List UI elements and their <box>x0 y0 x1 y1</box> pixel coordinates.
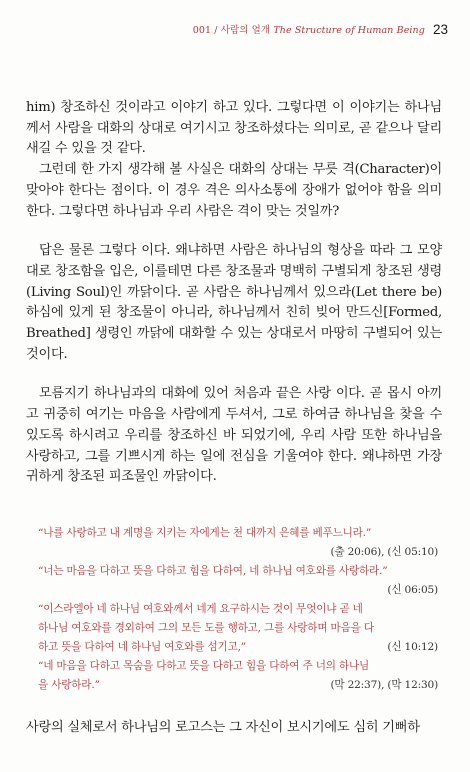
page-number: 23 <box>432 21 448 37</box>
paragraph-3: 답은 물론 그렇다 이다. 왜냐하면 사람은 하나님의 형상을 따라 그 모양대로 창조함을 입은, 이를테면 다른 창조물과 명백히 구별되게 창조된 생령(Living Soul)인 까닭이다. 곧 사람은 하나님께서 있으라(Let there be) 하심에 있게 된 창조물이 아니라, 하나님께서 친히 빚어 만드신[Formed, Breathed] 생령인 까닭에 대화할 수 있는 상대로서 마땅히 구별되어 있는 것이다. <box>26 243 442 362</box>
quote-line <box>38 619 438 638</box>
quote-text: 하나님 여호와를 경외하여 그의 모든 도를 행하고, 그를 사랑하며 마음을 다 <box>38 622 374 634</box>
quote-line <box>38 562 438 581</box>
quote-text: “네 마음을 다하고 목숨을 다하고 뜻을 다하고 힘을 다하여 주 너의 하나님 <box>38 660 370 672</box>
quote-line <box>38 524 438 543</box>
quote-line <box>38 581 438 600</box>
paragraph-1: him) 창조하신 것이라고 이야기 하고 있다. 그렇다면 이 이야기는 하나님께서 사람을 대화의 상대로 여기시고 창조하셨다는 의미로, 곧 같으나 달리 새길 수 있을 것 같다. <box>26 100 442 157</box>
quote-line <box>38 638 438 657</box>
running-header <box>193 19 448 39</box>
scripture-quotes <box>38 524 438 695</box>
body-text <box>26 98 442 488</box>
quote-text: “나를 사랑하고 내 계명을 지키는 자에게는 천 대까지 은혜를 베푸느니라.” <box>38 527 372 539</box>
paragraph-gap <box>26 222 442 241</box>
quote-text: 을 사랑하라.” <box>38 679 100 691</box>
paragraph-4: 모름지기 하나님과의 대화에 있어 처음과 끝은 사랑 이다. 곧 몹시 아끼고 귀중히 여기는 마음을 사람에게 두셔서, 그로 하여금 하나님을 찾을 수 있도록 하시려고 우리를 창조하신 바 되었기에, 우리 사람 또한 하나님을 사랑하고, 그를 기쁘시게 하는 일에 전심을 기울여야 한다. 왜냐하면 가장 귀하게 창조된 피조물인 까닭이다. <box>26 386 442 485</box>
quote-line <box>38 676 438 695</box>
quote-line <box>38 657 438 676</box>
quote-reference: (신 06:05) <box>387 584 438 596</box>
quote-reference: (막 22:37), (막 12:30) <box>330 679 438 691</box>
running-title-english: The Structure of Human Being <box>273 25 425 36</box>
running-title <box>193 22 425 36</box>
running-title-korean: 001 / 사람의 얼개 <box>192 25 271 36</box>
quote-line <box>38 543 438 562</box>
quote-text: “이스라엘아 네 하나님 여호와께서 네게 요구하시는 것이 무엇이냐 곧 네 <box>38 603 363 615</box>
quote-text: 하고 뜻을 다하여 네 하나님 여호와를 섬기고,” <box>38 641 246 653</box>
quote-reference: (출 20:06), (신 05:10) <box>330 546 438 558</box>
quote-line <box>38 600 438 619</box>
closing-line: 사랑의 실체로서 하나님의 로고스는 그 자신이 보시기에도 심히 기뻐하 <box>26 720 420 735</box>
paragraph-gap <box>26 365 442 384</box>
paragraph-2: 그런데 한 가지 생각해 볼 사실은 대화의 상대는 무릇 격(Character)이 맞아야 한다는 점이다. 이 경우 격은 의사소통에 장애가 없어야 함을 의미한다. 그렇다면 하나님과 우리 사람은 격이 맞는 것일까? <box>26 162 442 219</box>
quote-reference: (신 10:12) <box>387 641 438 653</box>
quote-text: “너는 마음을 다하고 뜻을 다하고 힘을 다하여, 네 하나님 여호와를 사랑하라.” <box>38 565 388 577</box>
